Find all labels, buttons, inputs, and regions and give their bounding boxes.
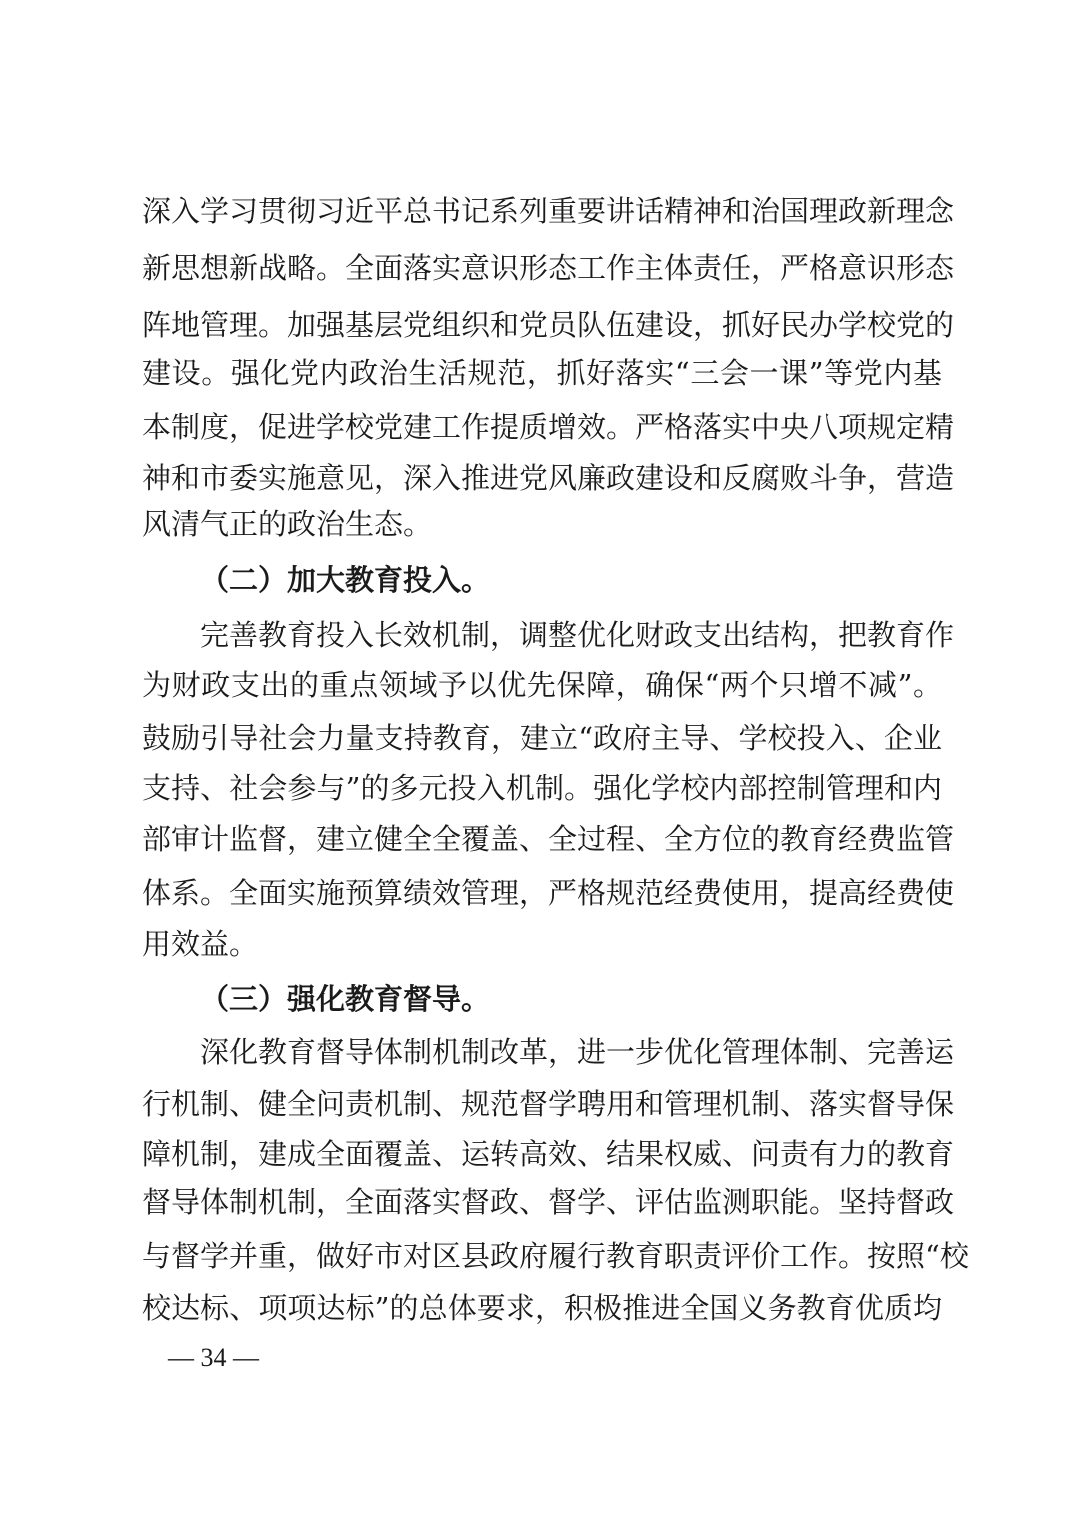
paragraph-line: 深化教育督导体制机制改革，进一步优化管理体制、完善运 bbox=[200, 1035, 955, 1069]
paragraph-line: 督导体制机制，全面落实督政、督学、评估监测职能。坚持督政 bbox=[142, 1185, 955, 1219]
paragraph-line: 体系。全面实施预算绩效管理，严格规范经费使用，提高经费使 bbox=[142, 876, 955, 910]
section-heading: （二）加大教育投入。 bbox=[200, 563, 491, 597]
paragraph-line: 为财政支出的重点领域予以优先保障，确保“两个只增不减”。 bbox=[142, 668, 942, 702]
paragraph-line: 风清气正的政治生态。 bbox=[142, 507, 433, 541]
paragraph-line: 校达标、项项达标”的总体要求，积极推进全国义务教育优质均 bbox=[142, 1291, 942, 1325]
paragraph-line: 支持、社会参与”的多元投入机制。强化学校内部控制管理和内 bbox=[142, 771, 942, 805]
page-number: — 34 — bbox=[168, 1343, 259, 1372]
paragraph-line: 新思想新战略。全面落实意识形态工作主体责任，严格意识形态 bbox=[142, 251, 955, 285]
paragraph-line: 神和市委实施意见，深入推进党风廉政建设和反腐败斗争，营造 bbox=[142, 461, 955, 495]
paragraph-line: 本制度，促进学校党建工作提质增效。严格落实中央八项规定精 bbox=[142, 410, 955, 444]
paragraph-line: 用效益。 bbox=[142, 927, 259, 961]
paragraph-line: 建设。强化党内政治生活规范，抓好落实“三会一课”等党内基 bbox=[142, 356, 942, 390]
paragraph-line: 障机制，建成全面覆盖、运转高效、结果权威、问责有力的教育 bbox=[142, 1137, 955, 1171]
paragraph-line: 与督学并重，做好市对区县政府履行教育职责评价工作。按照“校 bbox=[142, 1239, 969, 1273]
paragraph-line: 鼓励引导社会力量支持教育，建立“政府主导、学校投入、企业 bbox=[142, 721, 942, 755]
paragraph-line: 部审计监督，建立健全全覆盖、全过程、全方位的教育经费监管 bbox=[142, 822, 955, 856]
paragraph-line: 深入学习贯彻习近平总书记系列重要讲话精神和治国理政新理念 bbox=[142, 194, 955, 228]
paragraph-line: 行机制、健全问责机制、规范督学聘用和管理机制、落实督导保 bbox=[142, 1087, 955, 1121]
paragraph-line: 阵地管理。加强基层党组织和党员队伍建设，抓好民办学校党的 bbox=[142, 308, 955, 342]
section-heading: （三）强化教育督导。 bbox=[200, 982, 491, 1016]
paragraph-line: 完善教育投入长效机制，调整优化财政支出结构，把教育作 bbox=[200, 618, 955, 652]
